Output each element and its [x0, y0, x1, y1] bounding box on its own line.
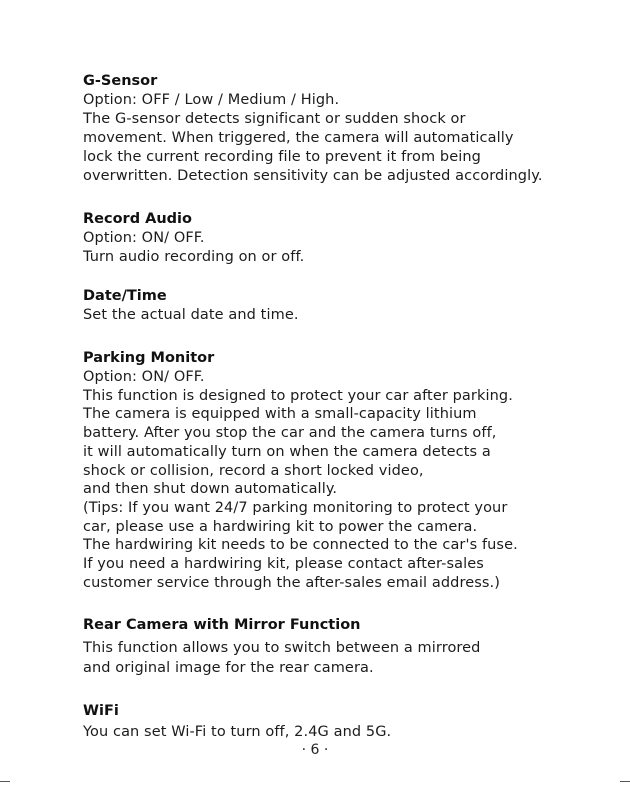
body-line: This function is designed to protect your car after parking.: [83, 387, 513, 404]
body-line: The G-sensor detects significant or sudden shock or: [83, 111, 466, 127]
body-line: lock the current recording file to prevent it from being: [83, 149, 481, 165]
body-line: and original image for the rear camera.: [83, 660, 374, 676]
section-record-audio: [83, 210, 613, 267]
crop-mark-left: [0, 781, 10, 782]
section-wifi: [83, 702, 613, 742]
body-line: Option: ON/ OFF.: [83, 369, 205, 385]
section-date-time: [83, 287, 613, 325]
section-heading: WiFi: [83, 703, 119, 719]
crop-mark-right: [620, 781, 630, 782]
section-heading: Parking Monitor: [83, 350, 215, 366]
body-line: it will automatically turn on when the camera detects a: [83, 443, 491, 460]
page-number: · 6 ·: [301, 742, 329, 758]
section-parking-monitor: [83, 349, 613, 592]
section-heading: Record Audio: [83, 211, 192, 227]
body-line: Turn audio recording on or off.: [83, 249, 305, 265]
body-line: battery. After you stop the car and the camera turns off,: [83, 425, 497, 442]
body-line: Option: OFF / Low / Medium / High.: [83, 92, 340, 108]
body-line: (Tips: If you want 24/7 parking monitoring to protect your: [83, 499, 508, 516]
section-g-sensor: [83, 72, 613, 186]
body-line: car, please use a hardwiring kit to power the camera.: [83, 518, 478, 535]
section-heading: Rear Camera with Mirror Function: [83, 617, 361, 633]
body-line: The camera is equipped with a small-capacity lithium: [83, 406, 477, 423]
section-heading: Date/Time: [83, 288, 167, 304]
body-line: and then shut down automatically.: [83, 481, 338, 498]
body-line: Set the actual date and time.: [83, 307, 299, 323]
body-line: This function allows you to switch between a mirrored: [83, 640, 481, 656]
body-line: movement. When triggered, the camera will automatically: [83, 130, 514, 146]
body-line: Option: ON/ OFF.: [83, 230, 205, 246]
body-line: You can set Wi-Fi to turn off, 2.4G and 5G.: [83, 724, 392, 740]
section-rear-camera-mirror: [83, 616, 613, 678]
body-line: If you need a hardwiring kit, please contact after-sales: [83, 556, 484, 573]
body-line: customer service through the after-sales email address.): [83, 574, 501, 591]
section-heading: G-Sensor: [83, 73, 158, 89]
body-line: overwritten. Detection sensitivity can be adjusted accordingly.: [83, 168, 543, 184]
body-line: shock or collision, record a short locked video,: [83, 462, 424, 479]
body-line: The hardwiring kit needs to be connected to the car's fuse.: [83, 537, 518, 554]
